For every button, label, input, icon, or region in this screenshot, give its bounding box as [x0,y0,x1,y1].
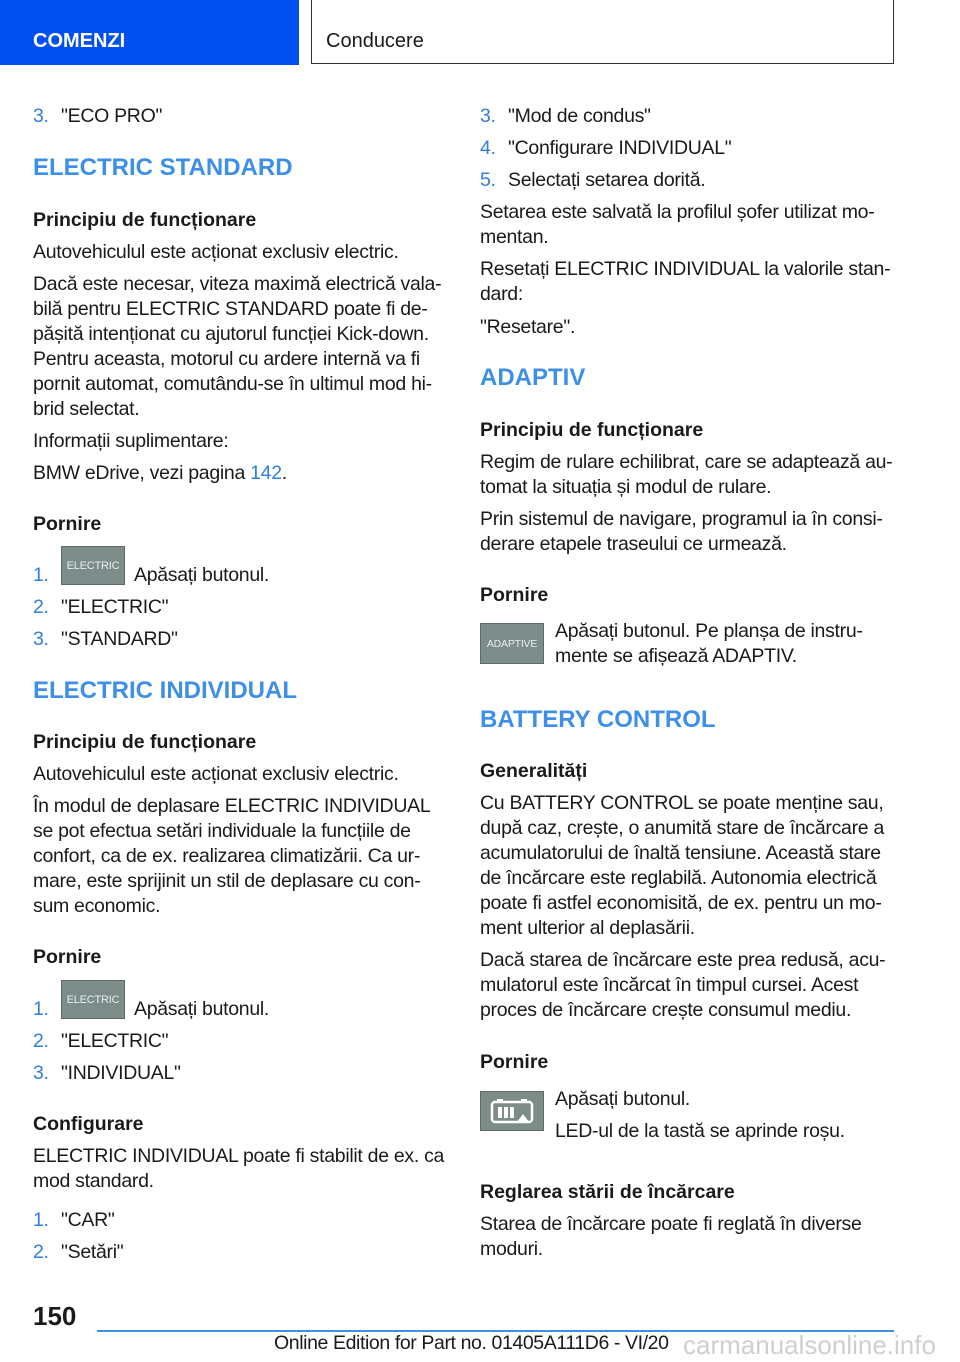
subheading: Principiu de funcționare [33,209,257,231]
paragraph-line: tomat la situația și modul de rulare. [480,476,772,498]
paragraph: "Resetare". [480,316,576,338]
subheading: Pornire [480,584,549,606]
paragraph-line: ELECTRIC INDIVIDUAL poate fi stabilit de ex. ca [33,1145,445,1167]
chapter-tab [311,0,894,64]
paragraph-line: mod standard. [33,1170,154,1192]
paragraph-line: Cu BATTERY CONTROL se poate menține sau, [480,792,884,814]
adaptive-button-icon: ADAPTIVE [480,623,544,664]
step-text: Apăsați butonul. [134,998,270,1020]
subheading: Configurare [33,1113,144,1135]
battery-control-button-icon [480,1091,544,1131]
section-title: COMENZI [33,30,126,52]
list-item: 3. "STANDARD" [33,628,178,650]
paragraph-line: Prin sistemul de navigare, programul ia în consi- [480,508,883,530]
subheading: Reglarea stării de încărcare [480,1181,735,1203]
paragraph-line: Regim de rulare echilibrat, care se adaptează au- [480,451,893,473]
paragraph-line: Apăsați butonul. Pe planșa de instru- [555,620,863,642]
paragraph-line: Dacă este necesar, viteza maximă electrică vala- [33,273,442,295]
paragraph-line: mulatorul este încărcat în timpul cursei. Acest [480,974,859,996]
paragraph-line: Resetați ELECTRIC INDIVIDUAL la valorile stan- [480,258,891,280]
subheading: Pornire [33,946,102,968]
paragraph-line: bilă pentru ELECTRIC STANDARD poate fi de- [33,298,428,320]
edition-text: Online Edition for Part no. 01405A111D6 - VI/20 [274,1332,669,1354]
list-item: 4. "Configurare INDIVIDUAL" [480,137,732,159]
subheading: Principiu de funcționare [33,731,257,753]
paragraph-line: brid selectat. [33,398,140,420]
paragraph-line: mare, este sprijinit un stil de deplasare cu con- [33,870,421,892]
paragraph-line: Setarea este salvată la profilul șofer utilizat mo- [480,201,875,223]
electric-button-icon: ELECTRIC [61,546,125,585]
paragraph-line: sum economic. [33,895,161,917]
section-tab [0,0,299,65]
paragraph-line: În modul de deplasare ELECTRIC INDIVIDUAL [33,795,431,817]
paragraph-line: confort, ca de ex. realizarea climatizării. Ca ur- [33,845,421,867]
paragraph-line: Dacă starea de încărcare este prea redusă, acu- [480,949,886,971]
reference: BMW eDrive, vezi pagina 142. [33,462,287,484]
paragraph-line: poate fi astfel economisită, de ex. pentru un mo- [480,892,882,914]
paragraph-line: ment ulterior al deplasării. [480,917,695,939]
paragraph-line: mente se afișează ADAPTIV. [555,645,797,667]
page-number: 150 [33,1301,77,1331]
subheading: Pornire [33,513,102,535]
paragraph: Apăsați butonul. [555,1088,691,1110]
list-item: 3. "INDIVIDUAL" [33,1062,181,1084]
paragraph: LED-ul de la tastă se aprinde roșu. [555,1120,845,1142]
paragraph-line: derare etapele traseului ce urmează. [480,533,787,555]
paragraph-line: Pentru aceasta, motorul cu ardere internă va fi [33,348,420,370]
paragraph-line: mentan. [480,226,549,248]
section-heading: ELECTRIC STANDARD [33,154,293,181]
paragraph: Informații suplimentare: [33,430,229,452]
subheading: Pornire [480,1051,549,1073]
paragraph-line: acumulatorului de înaltă tensiune. Această stare [480,842,881,864]
list-item: 1. "CAR" [33,1209,115,1231]
paragraph-line: moduri. [480,1238,543,1260]
paragraph-line: pornit automat, comutându-se în ultimul mod hi- [33,373,432,395]
subheading: Principiu de funcționare [480,419,704,441]
list-item: 3. "ECO PRO" [33,105,163,127]
paragraph-line: pășită intenționat cu ajutorul funcției Kick-down. [33,323,429,345]
list-item: 2. "ELECTRIC" [33,1030,169,1052]
page-link[interactable]: 142 [250,462,282,484]
watermark: carmanualsonline.info [683,1330,936,1360]
paragraph: Autovehiculul este acționat exclusiv electric. [33,241,399,263]
paragraph: Autovehiculul este acționat exclusiv electric. [33,763,399,785]
paragraph-line: se pot efectua setări individuale la funcțiile de [33,820,411,842]
list-item: 2. "Setări" [33,1241,124,1263]
paragraph-line: Starea de încărcare poate fi reglată în diverse [480,1213,862,1235]
section-heading: ADAPTIV [480,364,586,391]
electric-button-icon: ELECTRIC [61,980,125,1019]
list-item: 1. [33,564,49,586]
section-heading: BATTERY CONTROL [480,706,716,733]
list-item: 5. Selectați setarea dorită. [480,169,706,191]
section-heading: ELECTRIC INDIVIDUAL [33,677,297,704]
list-item: 3. "Mod de condus" [480,105,651,127]
chapter-title: Conducere [326,30,424,52]
paragraph-line: după caz, crește, o anumită stare de încărcare a [480,817,884,839]
paragraph-line: dard: [480,283,523,305]
step-text: Apăsați butonul. [134,564,270,586]
paragraph-line: de încărcare este reglabilă. Autonomia electrică [480,867,877,889]
list-item: 1. [33,998,49,1020]
paragraph-line: proces de încărcare crește consumul mediu. [480,999,852,1021]
list-item: 2. "ELECTRIC" [33,596,169,618]
subheading: Generalități [480,760,588,782]
